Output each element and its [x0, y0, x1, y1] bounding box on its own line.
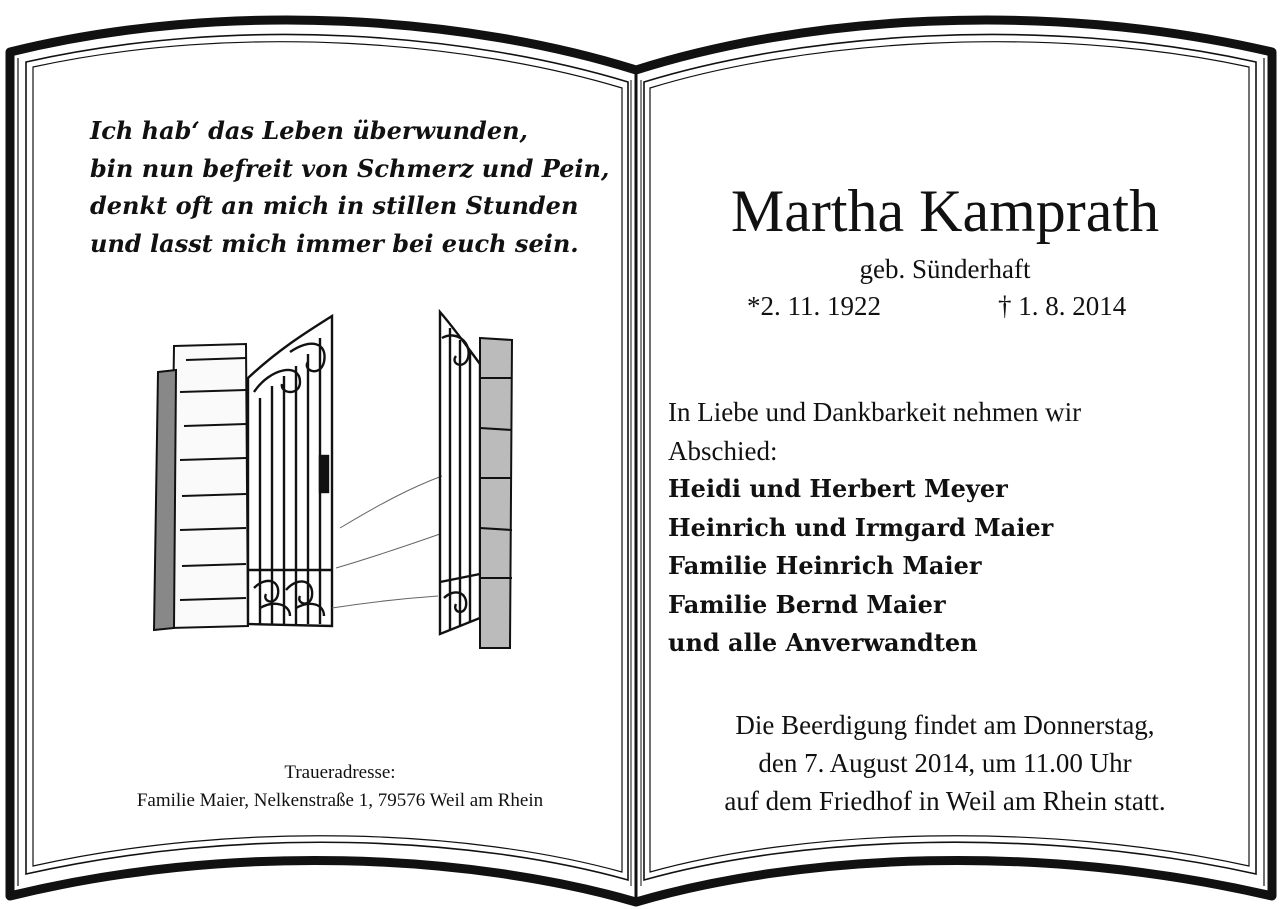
- farewell-intro-line: In Liebe und Dankbarkeit nehmen wir: [668, 397, 1082, 427]
- stone-pillar-left: [154, 344, 248, 630]
- gate-leaf-right: [440, 312, 480, 634]
- funeral-announcement: [640, 706, 1250, 820]
- stone-pillar-right: [480, 338, 512, 648]
- farewell-intro-line: Abschied:: [668, 435, 778, 466]
- funeral-line: Die Beerdigung findet am Donnerstag,: [735, 710, 1155, 740]
- death-date: † 1. 8. 2014: [998, 291, 1127, 321]
- poem-line: und lasst mich immer bei euch sein.: [90, 228, 579, 258]
- poem-line: bin nun befreit von Schmerz und Pein,: [90, 153, 610, 183]
- open-iron-gate-illustration: [150, 308, 516, 658]
- funeral-line: den 7. August 2014, um 11.00 Uhr: [758, 748, 1132, 778]
- mourning-address: Familie Maier, Nelkenstraße 1, 79576 Weil am Rhein: [136, 790, 544, 811]
- mourner-name: Heidi und Herbert Meyer: [668, 474, 1008, 503]
- mourner-name: Familie Bernd Maier: [668, 589, 946, 619]
- garden-path: [332, 476, 442, 608]
- deceased-name: Martha Kamprath: [730, 178, 1160, 244]
- farewell-block: [668, 393, 1081, 663]
- gate-leaf-left: [248, 316, 332, 626]
- funeral-line: auf dem Friedhof in Weil am Rhein statt.: [724, 786, 1166, 816]
- address-heading: Traueradresse:: [284, 762, 396, 783]
- birth-date: *2. 11. 1922: [747, 291, 881, 321]
- poem-verse: [90, 112, 609, 262]
- poem-line: Ich hab‘ das Leben überwunden,: [90, 116, 528, 145]
- poem-line: denkt oft an mich in stillen Stunden: [90, 191, 579, 220]
- mourner-name: Familie Heinrich Maier: [668, 551, 982, 580]
- mourner-name: Heinrich und Irmgard Maier: [668, 512, 1054, 542]
- mourner-name: und alle Anverwandten: [668, 628, 978, 657]
- maiden-name: geb. Sünderhaft: [859, 254, 1031, 284]
